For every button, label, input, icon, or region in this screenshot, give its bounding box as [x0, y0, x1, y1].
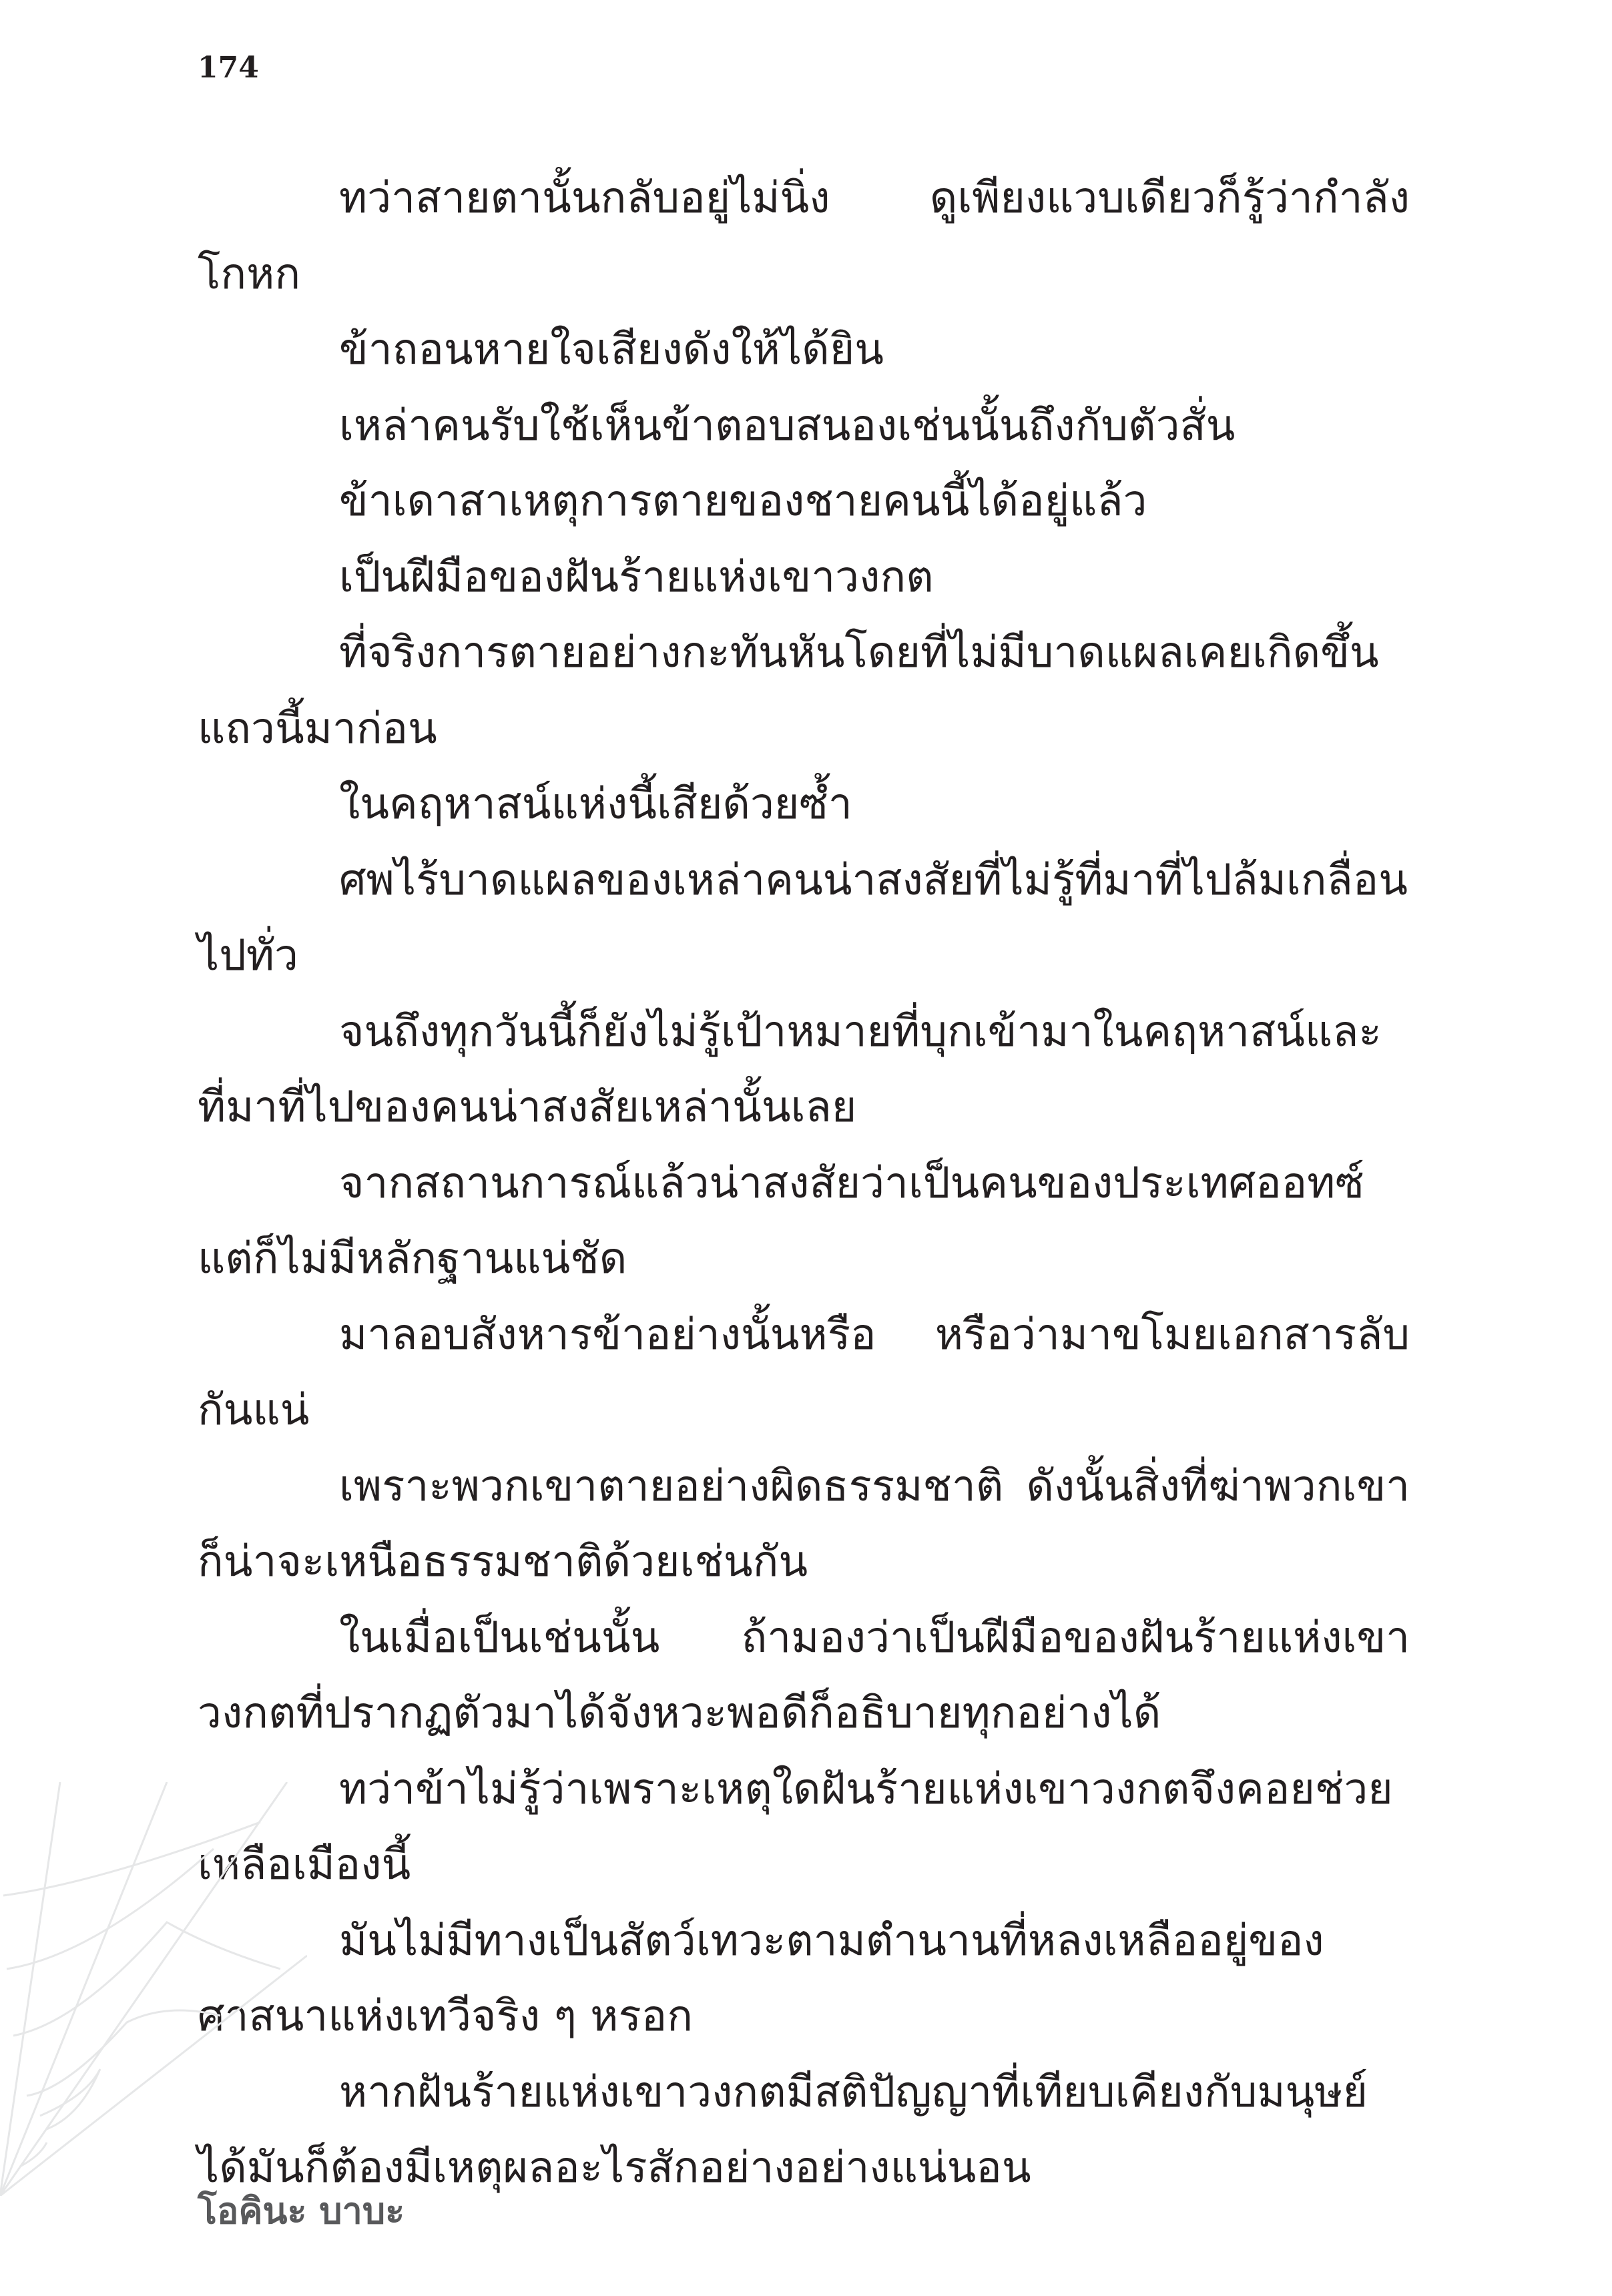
paragraph: ศพไร้บาดแผลของเหล่าคนน่าสงสัยที่ไม่รู้ที่มาที่ไปล้มเกลื่อนไปทั่ว — [198, 855, 1408, 980]
paragraph: หากฝันร้ายแห่งเขาวงกตมีสติปัญญาที่เทียบเคียงกับมนุษย์ได้มันก็ต้องมีเหตุผลอะไรสักอย่างอย่างแน่นอน — [198, 2067, 1368, 2193]
paragraph: จากสถานการณ์แล้วน่าสงสัยว่าเป็นคนของประเทศออทซ์แต่ก็ไม่มีหลักฐานแน่ชัด — [198, 1158, 1364, 1283]
paragraph: ข้าเดาสาเหตุการตายของชายคนนี้ได้อยู่แล้ว — [339, 477, 1147, 526]
paragraph: ข้าถอนหายใจเสียงดังให้ได้ยิน — [339, 325, 884, 374]
paragraph: เหล่าคนรับใช้เห็นข้าตอบสนองเช่นนั้นถึงกับตัวสั่น — [339, 400, 1236, 451]
page-number: 174 — [198, 51, 259, 85]
body-text — [198, 161, 1410, 2207]
paragraph: จนถึงทุกวันนี้ก็ยังไม่รู้เป้าหมายที่บุกเข้ามาในคฤหาสน์และที่มาที่ไปของคนน่าสงสัยเหล่านั้นเลย — [198, 1007, 1382, 1132]
paragraph: เป็นฝีมือของฝันร้ายแห่งเขาวงกต — [339, 552, 934, 602]
paragraph: มาลอบสังหารข้าอย่างนั้นหรือ หรือว่ามาขโมยเอกสารลับกันแน่ — [198, 1310, 1410, 1435]
paragraph: ที่จริงการตายอย่างกะทันหันโดยที่ไม่มีบาดแผลเคยเกิดขึ้นแถวนี้มาก่อน — [198, 628, 1379, 754]
footer-author-name: โอคินะ บาบะ — [198, 2190, 405, 2232]
paragraph: มันไม่มีทางเป็นสัตว์เทวะตามตำนานที่หลงเหลืออยู่ของศาสนาแห่งเทวีจริง ๆ หรอก — [198, 1916, 1324, 2041]
paragraph: ในคฤหาสน์แห่งนี้เสียด้วยซ้ำ — [339, 780, 852, 829]
paragraph: ทว่าสายตานั้นกลับอยู่ไม่นิ่ง ดูเพียงแวบเดียวก็รู้ว่ากำลังโกหก — [198, 174, 1410, 299]
paragraph: ทว่าข้าไม่รู้ว่าเพราะเหตุใดฝันร้ายแห่งเขาวงกตจึงคอยช่วยเหลือเมืองนี้ — [198, 1764, 1393, 1890]
paragraph: เพราะพวกเขาตายอย่างผิดธรรมชาติ ดังนั้นสิ่งที่ฆ่าพวกเขาก็น่าจะเหนือธรรมชาติด้วยเช่นกัน — [198, 1461, 1410, 1587]
paragraph: ในเมื่อเป็นเช่นนั้น ถ้ามองว่าเป็นฝีมือของฝันร้ายแห่งเขาวงกตที่ปรากฏตัวมาได้จังหวะพอดีก็อธิบายทุกอย่างได้ — [198, 1613, 1410, 1738]
